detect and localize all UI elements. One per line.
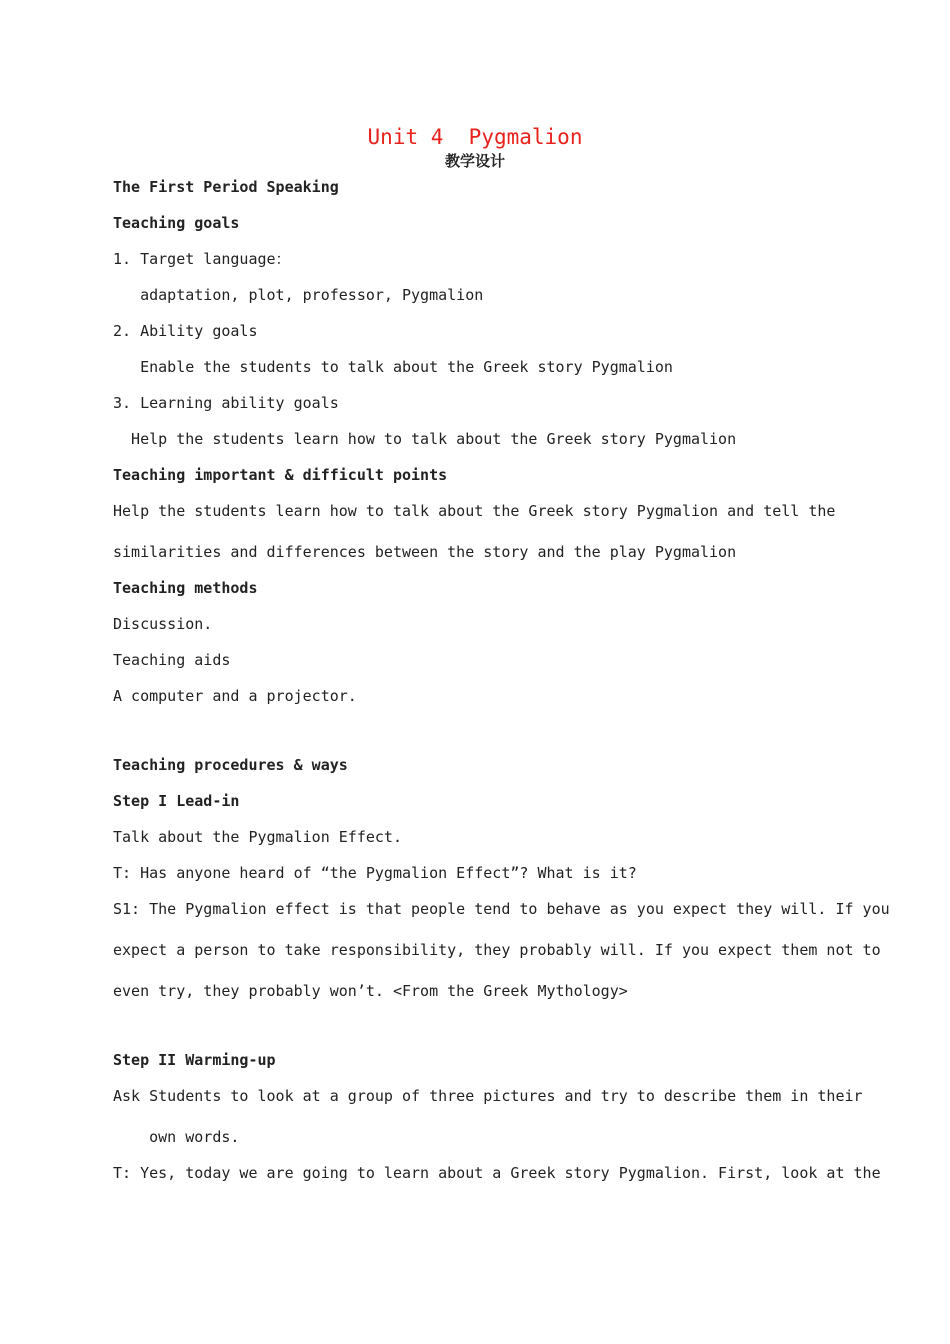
teaching-aids-heading: Teaching aids xyxy=(113,651,231,669)
important-points-line-1: Help the students learn how to talk about the Greek story Pygmalion and tell the xyxy=(113,502,836,520)
step-2-line-2: own words. xyxy=(113,1128,240,1146)
step-1-line-3: S1: The Pygmalion effect is that people tend to behave as you expect they will. If you xyxy=(113,900,890,918)
step-1-line-4: expect a person to take responsibility, they probably will. If you expect them not to xyxy=(113,941,881,959)
goal-3-label: 3. Learning ability goals xyxy=(113,394,339,412)
goal-2-text: Enable the students to talk about the Greek story Pygmalion xyxy=(113,358,673,376)
step-1-line-5: even try, they probably won’t. <From the Greek Mythology> xyxy=(113,982,628,1000)
step-2-heading: Step II Warming-up xyxy=(113,1051,276,1069)
goal-3-text: Help the students learn how to talk about the Greek story Pygmalion xyxy=(113,430,737,448)
period-heading: The First Period Speaking xyxy=(113,178,339,196)
document-subtitle: 教学设计 xyxy=(444,152,505,170)
step-1-line-2: T: Has anyone heard of “the Pygmalion Effect”? What is it? xyxy=(113,864,637,882)
teaching-methods-heading: Teaching methods xyxy=(113,579,258,597)
procedures-heading: Teaching procedures & ways xyxy=(113,756,348,774)
teaching-goals-heading: Teaching goals xyxy=(113,214,240,232)
goal-2-label: 2. Ability goals xyxy=(113,322,258,340)
goal-1-text: adaptation, plot, professor, Pygmalion xyxy=(113,286,484,304)
important-points-heading: Teaching important & difficult points xyxy=(113,466,448,484)
step-2-line-3: T: Yes, today we are going to learn about a Greek story Pygmalion. First, look at the xyxy=(113,1164,881,1182)
teaching-methods-text: Discussion. xyxy=(113,615,213,633)
document-title: Unit 4 Pygmalion xyxy=(367,125,583,149)
important-points-line-2: similarities and differences between the story and the play Pygmalion xyxy=(113,543,737,561)
step-1-line-1: Talk about the Pygmalion Effect. xyxy=(113,828,402,846)
step-1-heading: Step I Lead-in xyxy=(113,792,240,810)
goal-1-label: 1. Target language： xyxy=(113,250,291,268)
step-2-line-1: Ask Students to look at a group of three pictures and try to describe them in their xyxy=(113,1087,863,1105)
teaching-aids-text: A computer and a projector. xyxy=(113,687,357,705)
